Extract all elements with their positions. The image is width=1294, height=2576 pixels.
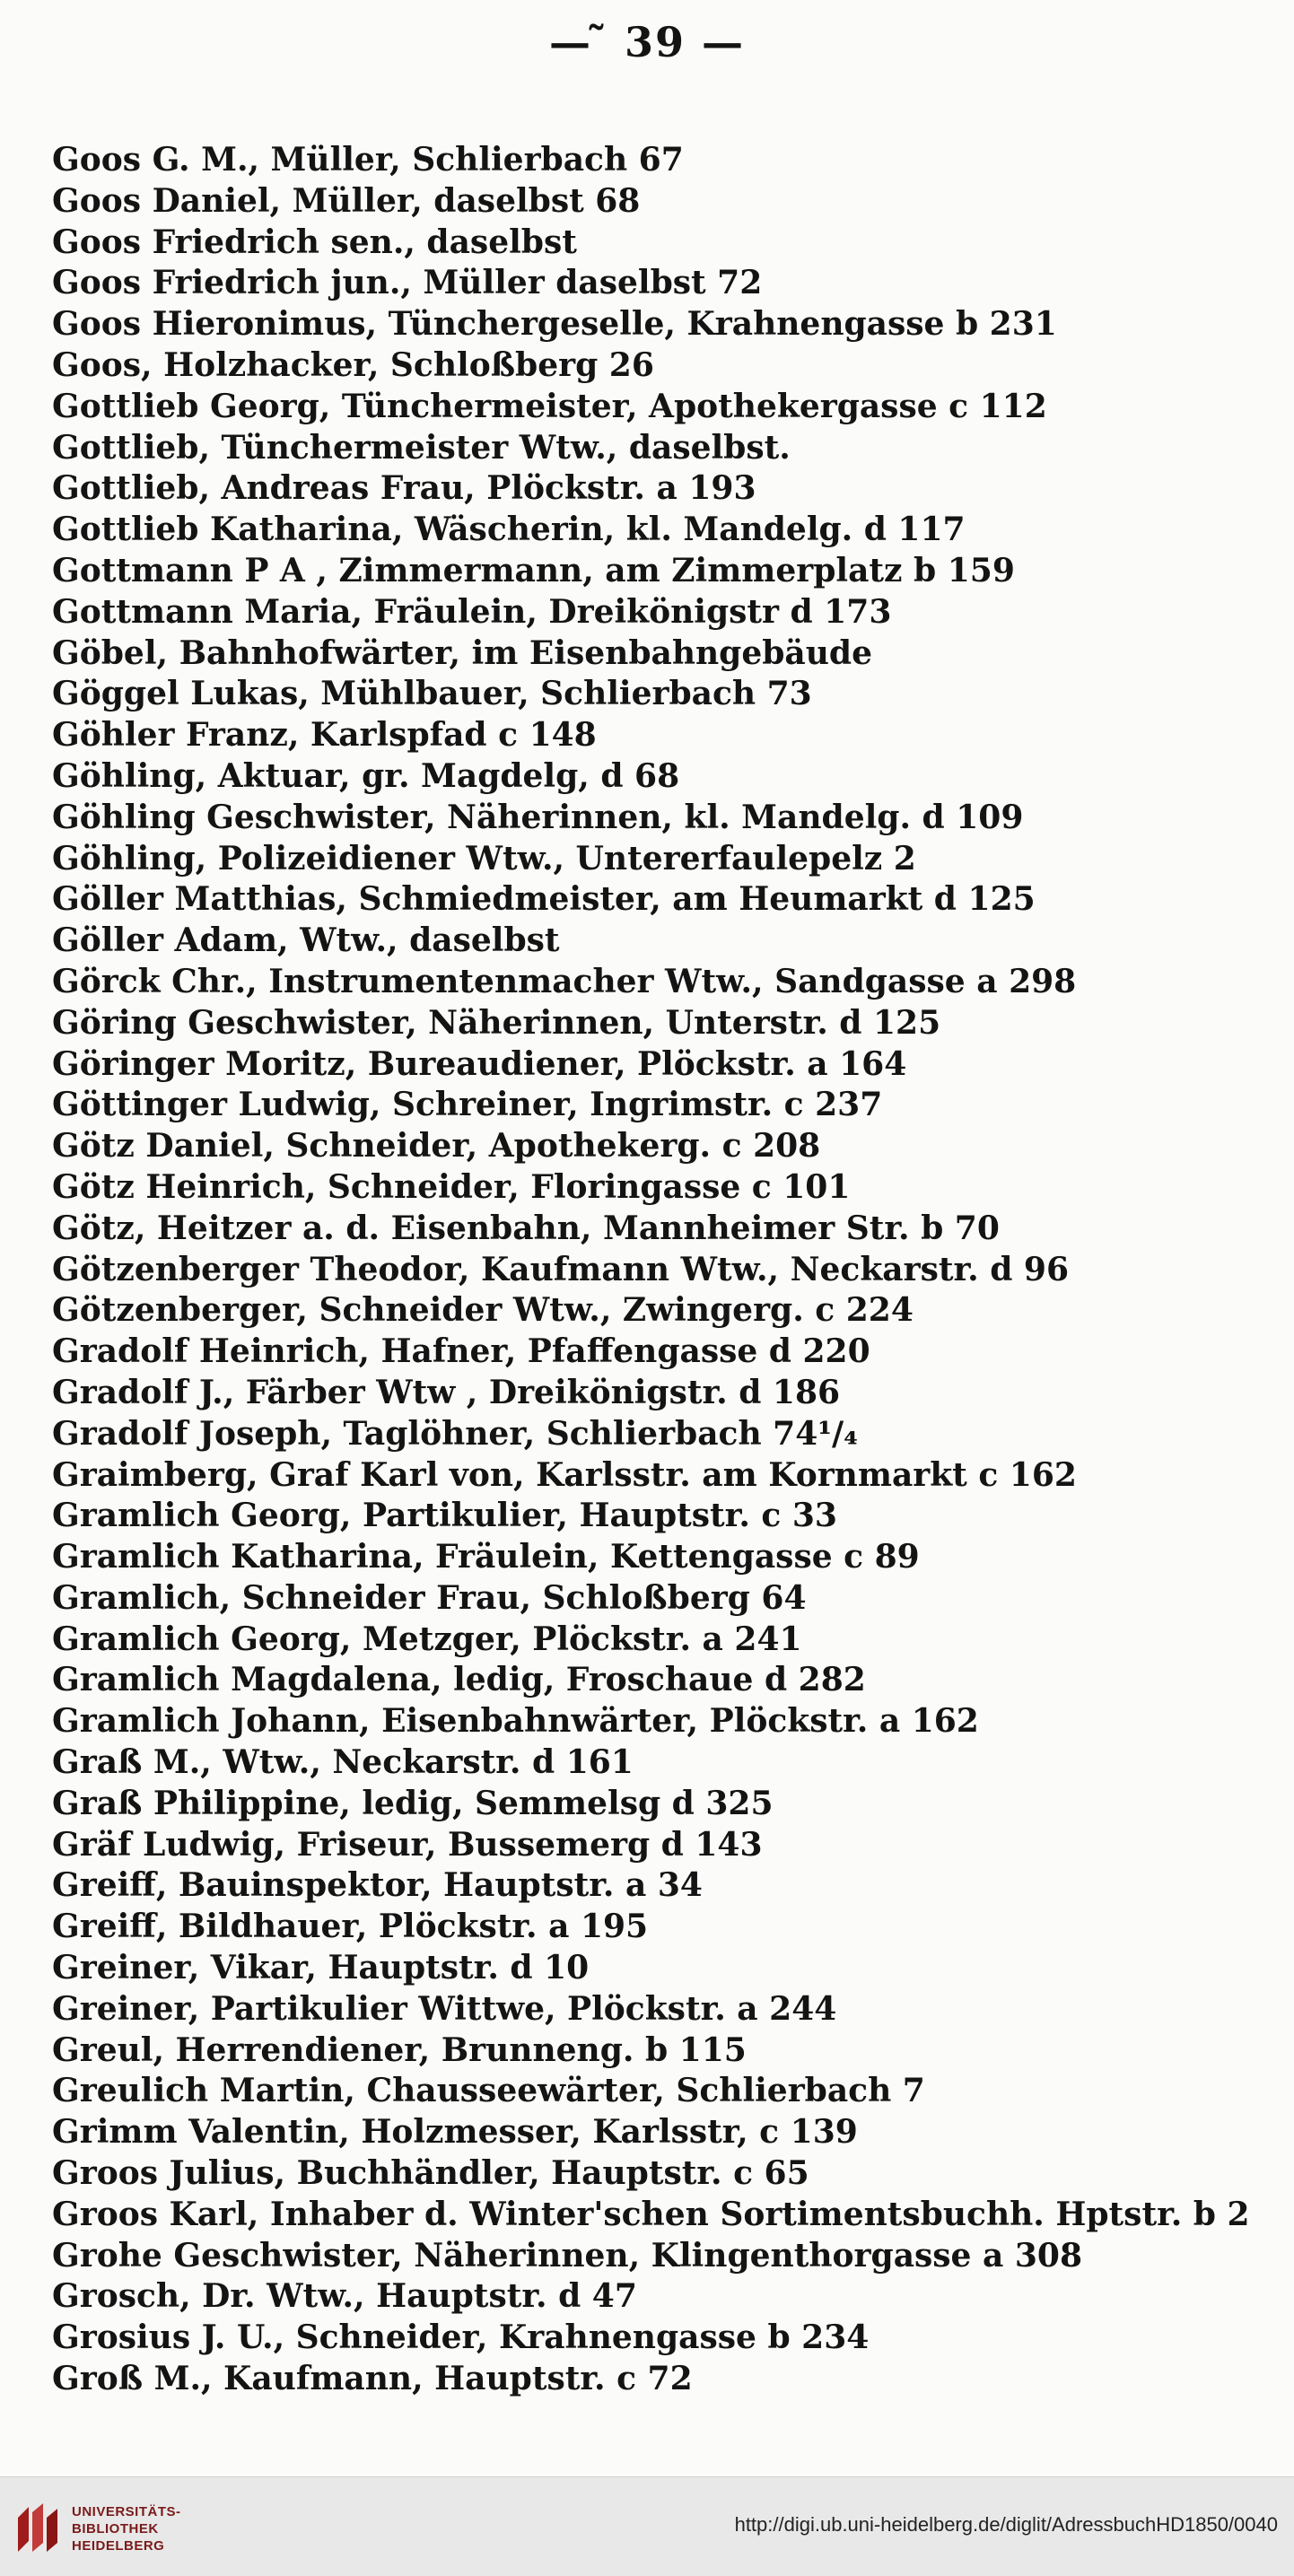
directory-entry: Groos Julius, Buchhändler, Hauptstr. c 65 [52,2154,809,2193]
directory-entry: Göringer Moritz, Bureaudiener, Plöckstr. a 164 [52,1044,907,1083]
directory-entry: Görck Chr., Instrumentenmacher Wtw., Sandgasse a 298 [52,962,1077,1000]
library-logo-text [72,2503,181,2554]
directory-entry: Götz, Heitzer a. d. Eisenbahn, Mannheimer Str. b 70 [52,1209,1000,1247]
directory-entry: Graß M., Wtw., Neckarstr. d 161 [52,1743,634,1782]
directory-entry: Goos, Holzhacker, Schloßberg 26 [52,345,654,384]
directory-entry: Göring Geschwister, Näherinnen, Unterstr. d 125 [52,1003,941,1042]
directory-entry: Gottlieb Georg, Tünchermeister, Apothekergasse c 112 [52,387,1047,425]
directory-entry: Goos Friedrich sen., daselbst [52,223,577,261]
directory-entry: Graimberg, Graf Karl von, Karlsstr. am Kornmarkt c 162 [52,1455,1077,1494]
directory-entries [52,140,1281,2400]
directory-entry: Göhling Geschwister, Näherinnen, kl. Mandelg. d 109 [52,798,1024,836]
directory-entry: Grohe Geschwister, Näherinnen, Klingenthorgasse a 308 [52,2236,1082,2275]
page-number: — ̃ 39 — [548,18,746,66]
directory-entry: Groos Karl, Inhaber d. Winter'schen Sortimentsbuchh. Hptstr. b 2 [52,2195,1250,2233]
directory-entry: Göhling, Aktuar, gr. Magdelg, d 68 [52,756,680,795]
directory-entry: Gramlich Magdalena, ledig, Froschaue d 282 [52,1661,866,1699]
directory-entry: Gottlieb, Tünchermeister Wtw., daselbst. [52,428,791,467]
directory-entry: Göbel, Bahnhofwärter, im Eisenbahngebäude [52,633,873,672]
directory-entry: Greul, Herrendiener, Brunneng. b 115 [52,2030,747,2069]
directory-entry: Gramlich Katharina, Fräulein, Kettengasse c 89 [52,1538,920,1576]
logo-line-1: UNIVERSITÄTS- [72,2503,181,2519]
directory-entry: Gramlich Johann, Eisenbahnwärter, Plöckstr. a 162 [52,1702,979,1741]
directory-entry: Gramlich Georg, Metzger, Plöckstr. a 241 [52,1620,802,1658]
directory-entry: Gottlieb Katharina, Wäscherin, kl. Mandelg. d 117 [52,511,966,549]
directory-entry: Götzenberger Theodor, Kaufmann Wtw., Neckarstr. d 96 [52,1250,1069,1288]
directory-entry: Göller Adam, Wtw., daselbst [52,921,560,960]
directory-entry: Gräf Ludwig, Friseur, Bussemerg d 143 [52,1825,763,1864]
directory-entry: Göhler Franz, Karlspfad c 148 [52,716,597,755]
directory-entry: Gottlieb, Andreas Frau, Plöckstr. a 193 [52,469,756,508]
directory-entry: Götzenberger, Schneider Wtw., Zwingerg. c 224 [52,1291,914,1330]
logo-line-3: HEIDELBERG [72,2537,165,2554]
directory-entry: Göggel Lukas, Mühlbauer, Schlierbach 73 [52,675,812,713]
directory-entry: Götz Heinrich, Schneider, Floringasse c 101 [52,1167,851,1206]
directory-entry: Gradolf J., Färber Wtw , Dreikönigstr. d 186 [52,1373,841,1411]
directory-entry: Göttinger Ludwig, Schreiner, Ingrimstr. c 237 [52,1086,883,1124]
directory-entry: Greulich Martin, Chausseewärter, Schlierbach 7 [52,2072,925,2110]
library-logo[interactable] [13,2497,181,2560]
directory-entry: Götz Daniel, Schneider, Apothekerg. c 208 [52,1127,821,1166]
directory-entry: Gradolf Heinrich, Hafner, Pfaffengasse d 220 [52,1332,870,1371]
directory-entry: Gradolf Joseph, Taglöhner, Schlierbach 74¹/₄ [52,1414,858,1453]
directory-entry: Groß M., Kaufmann, Hauptstr. c 72 [52,2360,693,2398]
directory-entry: Greiner, Partikulier Wittwe, Plöckstr. a 244 [52,1989,837,2028]
directory-entry: Greiff, Bildhauer, Plöckstr. a 195 [52,1908,649,1946]
directory-entry: Gramlich Georg, Partikulier, Hauptstr. c 33 [52,1497,837,1535]
directory-entry: Grimm Valentin, Holzmesser, Karlsstr, c 139 [52,2113,858,2152]
directory-entry: Göller Matthias, Schmiedmeister, am Heumarkt d 125 [52,880,1036,919]
library-logo-icon [13,2500,63,2557]
directory-entry: Gottmann P A , Zimmermann, am Zimmerplatz b 159 [52,551,1015,589]
directory-entry: Goos Hieronimus, Tünchergeselle, Krahnengasse b 231 [52,305,1057,344]
logo-line-2: BIBLIOTHEK [72,2520,159,2537]
directory-entry: Goos Daniel, Müller, daselbst 68 [52,181,641,220]
viewer-footer [0,2476,1294,2576]
directory-entry: Göhling, Polizeidiener Wtw., Untererfaulepelz 2 [52,839,916,878]
directory-entry: Greiff, Bauinspektor, Hauptstr. a 34 [52,1866,703,1905]
source-url-link[interactable]: http://digi.ub.uni-heidelberg.de/diglit/AdressbuchHD1850/0040 [734,2513,1278,2536]
directory-entry: Gramlich, Schneider Frau, Schloßberg 64 [52,1578,807,1617]
directory-entry: Goos G. M., Müller, Schlierbach 67 [52,141,684,179]
directory-entry: Graß Philippine, ledig, Semmelsg d 325 [52,1784,774,1822]
directory-entry: Gottmann Maria, Fräulein, Dreikönigstr d 173 [52,592,892,631]
directory-entry: Greiner, Vikar, Hauptstr. d 10 [52,1949,590,1987]
directory-entry: Grosius J. U., Schneider, Krahnengasse b 234 [52,2318,870,2357]
directory-entry: Grosch, Dr. Wtw., Hauptstr. d 47 [52,2277,637,2316]
directory-entry: Goos Friedrich jun., Müller daselbst 72 [52,264,763,302]
